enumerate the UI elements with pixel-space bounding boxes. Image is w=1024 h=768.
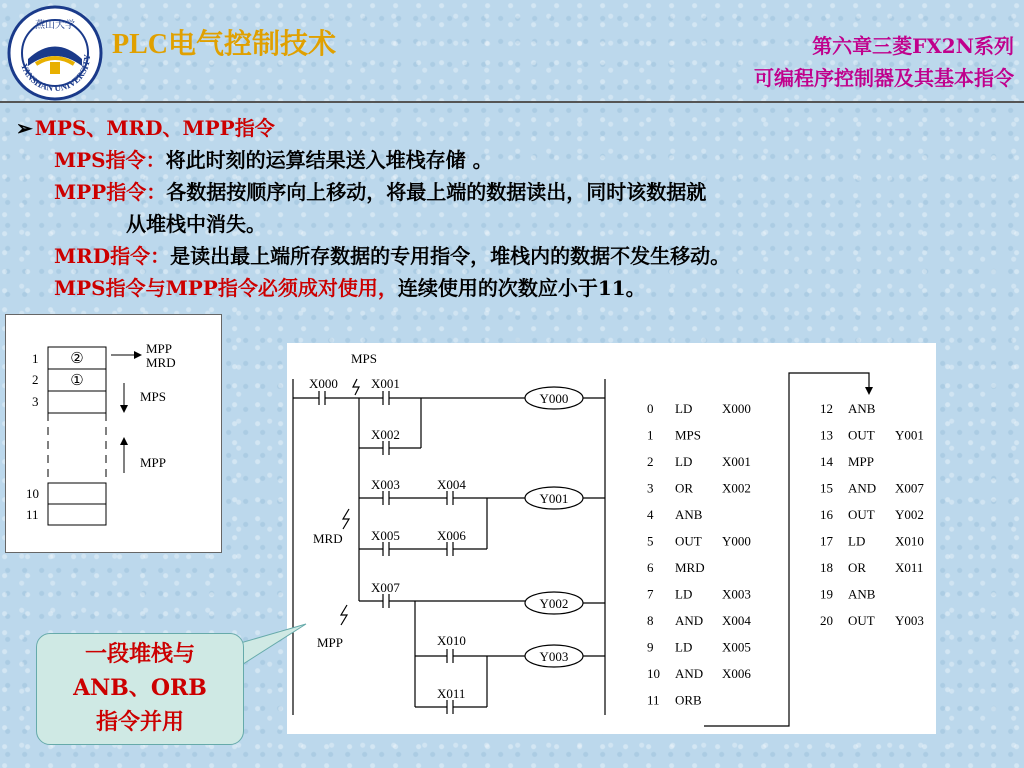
section-heading — [16, 112, 1016, 144]
program-step-7-operand: X003 — [722, 586, 751, 602]
program-step-2-operand: X001 — [722, 454, 751, 469]
contact-x010: X010 — [437, 633, 466, 648]
mps-line — [16, 144, 1016, 176]
program-step-16-num: 16 — [820, 507, 833, 522]
program-step-8-operand: X004 — [722, 613, 751, 628]
chapter-title-line2: 可编程序控制器及其基本指令 — [754, 66, 1014, 90]
program-step-8-op: AND — [675, 613, 704, 628]
program-step-8-num: 8 — [647, 613, 654, 628]
program-step-17-op: LD — [848, 533, 866, 549]
rule-black-text: 连续使用的次数应小于11。 — [397, 276, 646, 300]
contact-x000: X000 — [309, 376, 338, 391]
header-divider — [0, 101, 1024, 103]
program-step-2-op: LD — [675, 454, 693, 469]
chapter-title-line1: 第六章三菱FX2N系列 — [812, 34, 1014, 58]
mrd-text: 是读出最上端所存数据的专用指令，堆栈内的数据不发生移动。 — [170, 244, 731, 268]
program-step-20-num: 20 — [820, 613, 833, 628]
mps-label: MPS指令： — [54, 148, 166, 172]
program-step-9-operand: X005 — [722, 639, 751, 655]
mpp-line-cont — [16, 208, 1016, 240]
program-step-15-op: AND — [848, 480, 877, 496]
contact-x011: X011 — [437, 686, 466, 701]
program-step-13-op: OUT — [848, 427, 875, 443]
stack-row-11: 11 — [26, 507, 39, 522]
contact-x001: X001 — [371, 376, 400, 391]
mpp-line — [16, 176, 1016, 208]
program-step-13-operand: Y001 — [895, 427, 924, 443]
program-step-17-operand: X010 — [895, 533, 924, 549]
rule-line — [16, 272, 1016, 304]
stack-cell-1: ① — [70, 373, 84, 389]
coil-y002: Y002 — [539, 596, 569, 611]
program-step-18-op: OR — [848, 560, 867, 575]
program-step-13-num: 13 — [820, 427, 833, 443]
mps-text: 将此时刻的运算结果送入堆栈存储 。 — [165, 148, 493, 172]
contact-x003: X003 — [371, 477, 400, 492]
contact-x006: X006 — [437, 528, 466, 543]
contact-x002: X002 — [371, 427, 400, 442]
mrd-label: MRD指令： — [54, 244, 171, 268]
stack-figure — [6, 315, 221, 552]
rule-red-text: MPS指令与MPP指令必须成对使用， — [54, 276, 398, 300]
program-step-3-num: 3 — [647, 480, 654, 496]
callout-line3: 指令并用 — [95, 709, 184, 735]
program-step-18-num: 18 — [820, 560, 833, 575]
heading-text: MPS、MRD、MPP指令 — [34, 116, 275, 140]
ladder-diagram — [287, 343, 936, 734]
program-step-5-num: 5 — [647, 533, 654, 549]
program-step-2-num: 2 — [647, 454, 654, 469]
program-step-17-num: 17 — [820, 533, 833, 549]
program-step-11-op: ORB — [675, 692, 702, 708]
stack-diagram — [5, 314, 222, 553]
contact-x005: X005 — [371, 528, 400, 543]
program-step-0-operand: X000 — [722, 401, 751, 416]
program-step-7-num: 7 — [647, 586, 654, 602]
stack-row-1: 1 — [32, 351, 39, 366]
program-step-9-num: 9 — [647, 639, 654, 655]
course-title: PLC电气控制技术 — [112, 29, 337, 60]
callout-note — [36, 633, 244, 745]
program-step-3-operand: X002 — [722, 480, 751, 496]
program-step-15-num: 15 — [820, 480, 833, 496]
program-step-4-num: 4 — [647, 507, 654, 522]
program-step-1-op: MPS — [675, 427, 702, 443]
program-step-20-op: OUT — [848, 613, 875, 628]
program-step-16-op: OUT — [848, 507, 875, 522]
program-step-16-operand: Y002 — [895, 507, 924, 522]
bullet-arrow-icon: ➢ — [16, 116, 33, 140]
label-mps: MPS — [351, 351, 378, 366]
program-step-4-op: ANB — [675, 507, 703, 522]
label-mrd: MRD — [313, 531, 343, 546]
program-step-5-op: OUT — [675, 533, 702, 549]
stack-row-3: 3 — [32, 394, 39, 409]
stack-mrd-label: MRD — [146, 355, 176, 370]
mpp-text-cont: 从堆栈中消失。 — [126, 212, 266, 236]
stack-mpp-label: MPP — [146, 341, 173, 356]
program-step-9-op: LD — [675, 639, 693, 655]
university-logo — [6, 4, 104, 102]
program-step-20-operand: Y003 — [895, 613, 924, 628]
mpp-text: 各数据按顺序向上移动，将最上端的数据读出，同时该数据就 — [166, 180, 707, 204]
stack-mpp-label-2: MPP — [140, 455, 167, 470]
mpp-label: MPP指令： — [54, 180, 167, 204]
program-step-19-num: 19 — [820, 586, 833, 602]
program-step-15-operand: X007 — [895, 480, 924, 496]
chapter-title — [754, 30, 1014, 94]
program-step-6-op: MRD — [675, 560, 705, 575]
callout-line1: 一段堆栈与 — [84, 641, 195, 667]
ladder-figure — [287, 343, 936, 734]
program-step-3-op: OR — [675, 480, 694, 496]
coil-y001: Y001 — [539, 491, 569, 506]
coil-y003: Y003 — [539, 649, 569, 664]
svg-text:YANSHAN UNIVERSITY: YANSHAN UNIVERSITY — [19, 54, 93, 94]
program-step-1-num: 1 — [647, 427, 654, 443]
program-step-6-num: 6 — [647, 560, 654, 575]
stack-mps-label: MPS — [140, 389, 167, 404]
program-step-10-op: AND — [675, 666, 704, 681]
coil-y000: Y000 — [539, 391, 569, 406]
svg-text:燕山大学: 燕山大学 — [35, 20, 75, 31]
program-step-5-operand: Y000 — [722, 533, 751, 549]
contact-x004: X004 — [437, 477, 466, 492]
program-step-14-num: 14 — [820, 454, 833, 469]
stack-row-2: 2 — [32, 372, 39, 387]
label-mpp: MPP — [317, 635, 344, 650]
mrd-line — [16, 240, 1016, 272]
program-step-19-op: ANB — [848, 586, 876, 602]
slide-text — [16, 112, 1016, 304]
stack-row-10: 10 — [26, 486, 39, 501]
stack-cell-2: ② — [70, 351, 84, 367]
program-step-10-num: 10 — [647, 666, 660, 681]
program-step-12-op: ANB — [848, 401, 876, 416]
program-step-10-operand: X006 — [722, 666, 751, 681]
callout-line2: ANB、ORB — [73, 675, 207, 701]
program-step-18-operand: X011 — [895, 560, 924, 575]
program-step-0-op: LD — [675, 401, 693, 416]
program-step-14-op: MPP — [848, 454, 875, 469]
instruction-list — [647, 401, 924, 708]
program-step-0-num: 0 — [647, 401, 654, 416]
program-step-11-num: 11 — [647, 692, 660, 708]
program-step-12-num: 12 — [820, 401, 833, 416]
contact-x007: X007 — [371, 580, 400, 595]
program-step-7-op: LD — [675, 586, 693, 602]
